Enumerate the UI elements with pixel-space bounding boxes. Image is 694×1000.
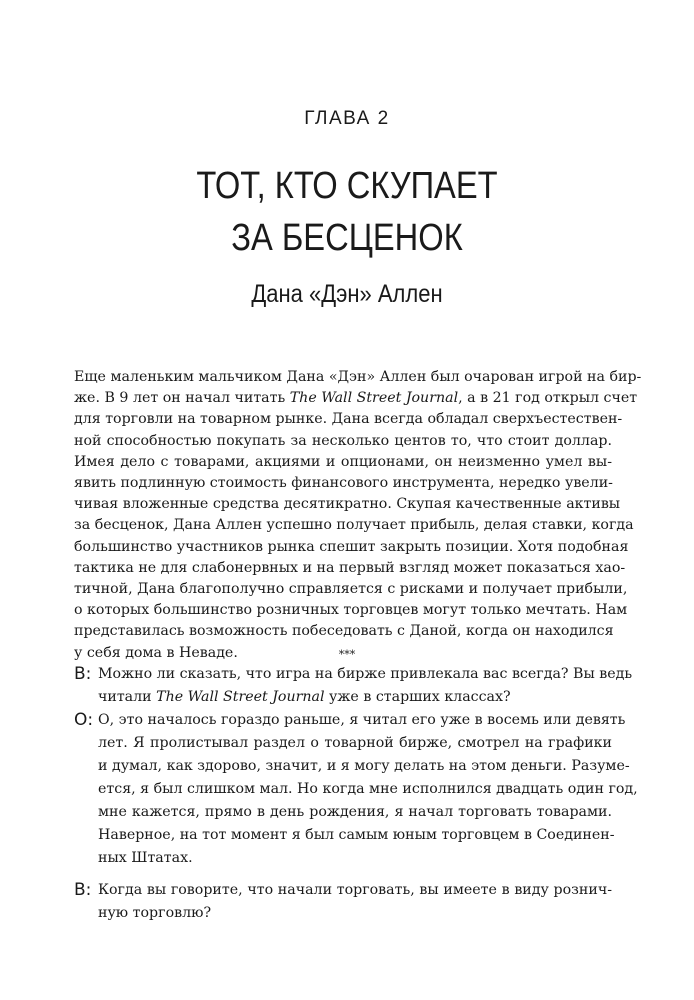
newspaper-title: The Wall Street Journal	[289, 390, 459, 407]
question-label: В:	[74, 664, 92, 684]
intro-line: для торговли на товарном рынке. Дана всегда обладал сверхъестествен-	[74, 411, 623, 428]
intro-line: за бесценок, Дана Аллен успешно получает прибыль, делая ставки, когда	[74, 517, 634, 534]
intro-line: тичной, Дана благополучно справляется с рисками и получает прибыли,	[74, 581, 628, 597]
separator-stars: ***	[338, 648, 356, 661]
chapter-subtitle: Дана «Дэн» Аллен	[251, 280, 443, 308]
intro-line: Имея дело с товарами, акциями и опционами, он неизменно умел вы-	[74, 453, 612, 470]
answer-line: ется, я был слишком мал. Но когда мне исполнился двадцать один год,	[98, 781, 638, 797]
intro-text: , а в 21 год открыл счет	[458, 390, 638, 407]
intro-text: же. В 9 лет он начал читать	[74, 390, 290, 407]
intro-line: тактика не для слабонервных и на первый взгляд может показаться хао-	[74, 559, 626, 576]
chapter-label: ГЛАВА 2	[304, 108, 390, 129]
chapter-title	[49, 160, 646, 264]
answer-line: лет. Я пролистывал раздел о товарной бирже, смотрел на графики	[98, 735, 612, 751]
newspaper-title: The Wall Street Journal	[156, 689, 325, 705]
intro-line: чивая вложенные средства десятикратно. Скупая качественные активы	[74, 496, 621, 513]
answer-line: О, это началось гораздо раньше, я читал его уже в восемь или девять	[98, 712, 626, 728]
intro-line: большинство участников рынка спешит закрыть позиции. Хотя подобная	[74, 538, 629, 555]
intro-line: представилась возможность побеседовать с Даной, когда он находился	[74, 623, 614, 640]
question-text: уже в старших классах?	[324, 689, 511, 705]
question-line	[98, 686, 612, 709]
question-text: читали	[98, 689, 157, 705]
question-line: ную торговлю?	[98, 905, 212, 921]
intro-line: Еще маленьким мальчиком Дана «Дэн» Аллен был очарован игрой на бир-	[74, 369, 642, 385]
intro-line	[74, 387, 638, 410]
intro-line: явить подлинную стоимость финансового инструмента, нередко увели-	[74, 475, 613, 491]
answer-line: мне кажется, прямо в день рождения, я начал торговать товарами.	[98, 804, 612, 820]
question-label: В:	[74, 880, 92, 900]
question-line: Можно ли сказать, что игра на бирже привлекала вас всегда? Вы ведь	[98, 666, 633, 682]
answer-line: Наверное, на тот момент я был самым юным торговцем в Соединен-	[98, 827, 615, 843]
chapter-title-line-2: ЗА БЕСЦЕНОК	[231, 217, 463, 259]
intro-line: ной способностью покупать за несколько центов то, что стоит доллар.	[74, 432, 612, 449]
answer-label: О:	[74, 710, 94, 730]
intro-line: о которых большинство розничных торговцев могут только мечтать. Нам	[74, 602, 628, 619]
intro-line: у себя дома в Неваде.	[74, 644, 238, 661]
question-line: Когда вы говорите, что начали торговать, вы имеете в виду рознич-	[98, 882, 612, 898]
answer-line: ных Штатах.	[98, 850, 193, 866]
chapter-title-line-1: ТОТ, КТО СКУПАЕТ	[196, 165, 498, 207]
answer-line: и думал, как здорово, значит, и я могу делать на этом деньги. Разуме-	[98, 758, 630, 774]
